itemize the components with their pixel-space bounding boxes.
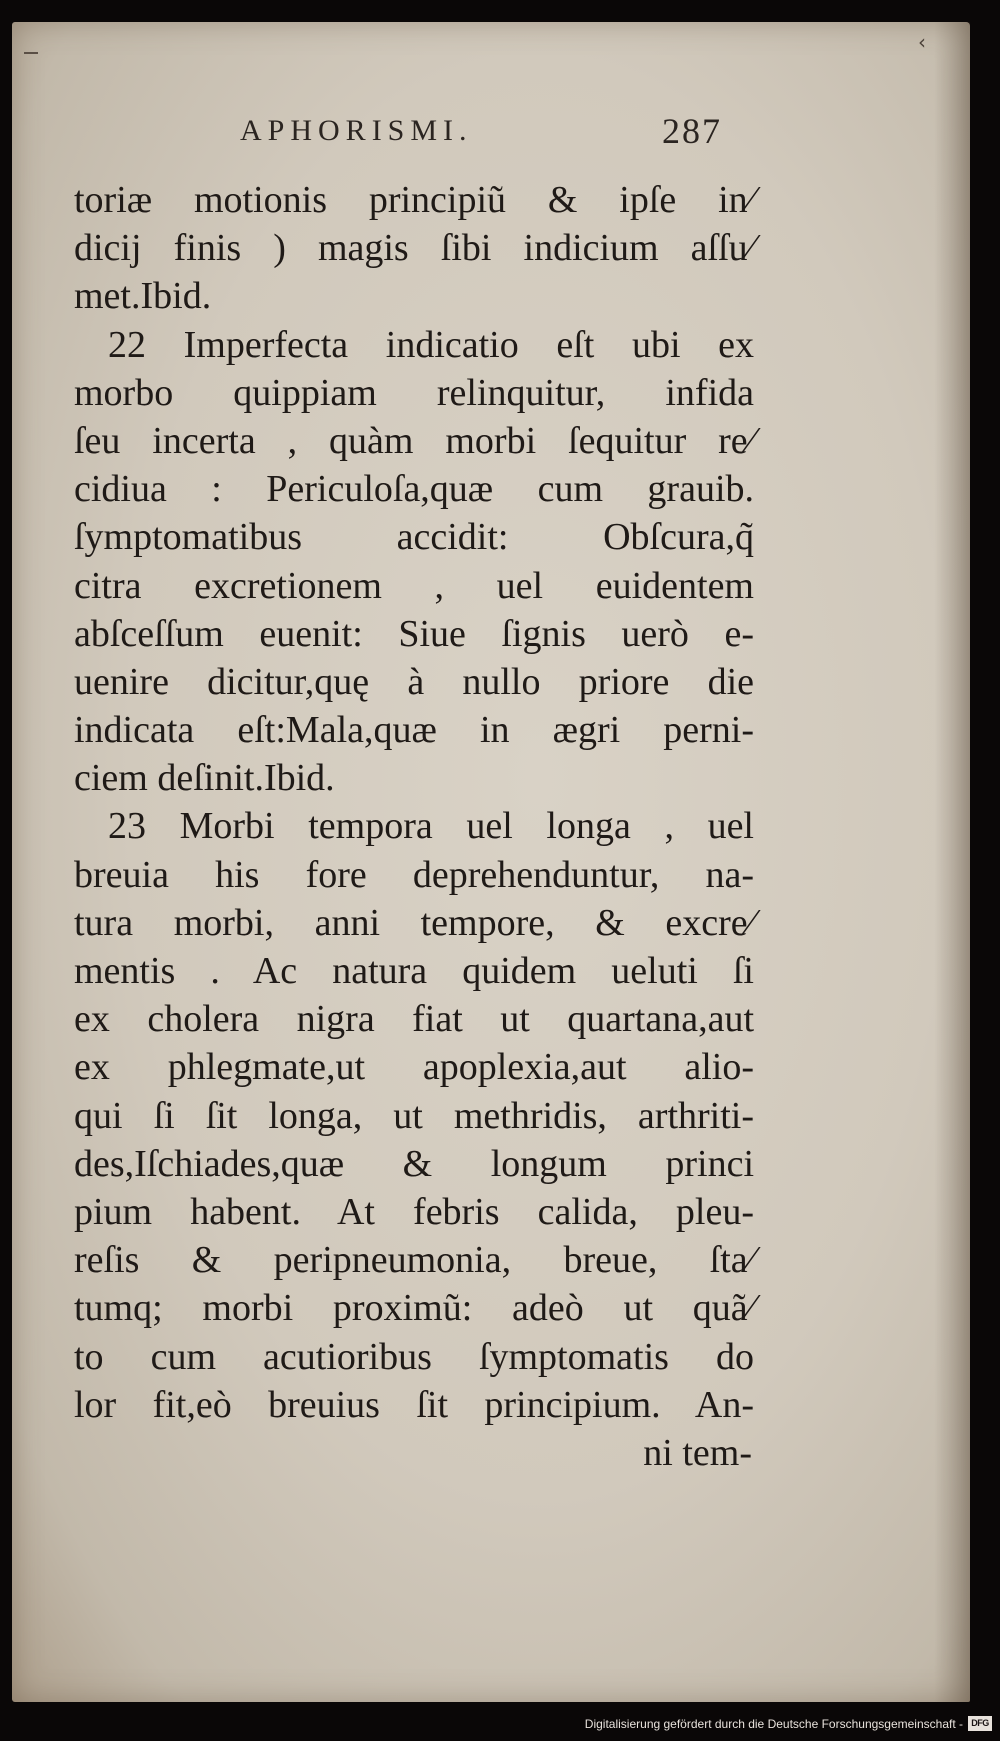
text-line: abſceſſum euenit: Siue ſignis uerò e-	[74, 612, 754, 655]
text-line: des,Iſchiades,quæ & longum princi	[74, 1142, 754, 1185]
text-line: tura morbi, anni tempore, & excre⁄	[74, 901, 754, 944]
running-head	[62, 108, 752, 156]
text-line: ſeu incerta , quàm morbi ſequitur re⁄	[74, 419, 754, 462]
text-line: ciem deſinit.Ibid.	[74, 757, 335, 800]
corner-tick-mark: ‹	[918, 30, 926, 54]
dfg-logo-icon: DFG	[968, 1716, 992, 1731]
page-number: 287	[662, 111, 722, 151]
text-line: ſymptomatibus accidit: Obſcura,q̃	[74, 516, 754, 559]
text-line: indicata eſt:Mala,quæ in ægri perni-	[74, 709, 754, 752]
text-line: uenire dicitur,quę à nullo priore die	[74, 660, 754, 703]
text-line: morbo quippiam relinquitur, infida	[74, 371, 754, 414]
aphorism-23-start: 23 Morbi tempora uel longa , uel	[108, 805, 754, 848]
text-line: reſis & peripneumonia, breue, ſta⁄	[74, 1239, 754, 1282]
text-line: mentis . Ac natura quidem ueluti ſi	[74, 950, 754, 992]
text-line: ex phlegmate,ut apoplexia,aut alio-	[74, 1046, 754, 1089]
spine-shadow	[934, 22, 970, 1702]
aphorism-22-start: 22 Imperfecta indicatio eſt ubi ex	[108, 323, 754, 366]
text-line: qui ſi ſit longa, ut methridis, arthriti-	[74, 1094, 754, 1137]
text-line: tumq; morbi proximũ: adeò ut quã⁄	[74, 1287, 754, 1330]
text-block	[74, 176, 754, 1477]
text-line: dicij finis ) magis ſibi indicium aſſu⁄	[74, 227, 754, 270]
text-line: citra excretionem , uel euidentem	[74, 564, 754, 607]
catchword: ni tem-	[643, 1431, 752, 1474]
text-line: met.Ibid.	[74, 275, 212, 318]
text-line: ex cholera nigra fiat ut quartana,aut	[74, 998, 754, 1041]
margin-mark	[24, 52, 38, 54]
text-line: pium habent. At febris calida, pleu-	[74, 1190, 754, 1233]
text-line: breuia his fore deprehenduntur, na-	[74, 853, 754, 896]
text-line: to cum acutioribus ſymptomatis do	[74, 1335, 754, 1378]
text-line: lor fit,eò breuius ſit principium. An-	[74, 1383, 754, 1426]
running-title: APHORISMI.	[240, 114, 473, 147]
text-line: toriæ motionis principiũ & ipſe in⁄	[74, 179, 754, 221]
digitization-credit: Digitalisierung gefördert durch die Deutsche Forschungsgemeinschaft -	[584, 1717, 963, 1731]
text-line: cidiua : Periculoſa,quæ cum grauib.	[74, 468, 754, 511]
